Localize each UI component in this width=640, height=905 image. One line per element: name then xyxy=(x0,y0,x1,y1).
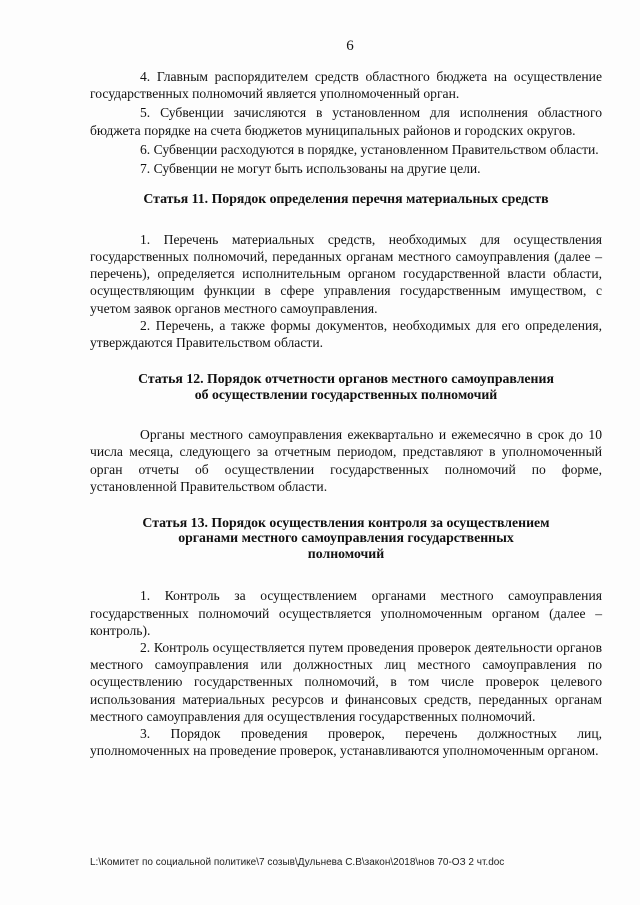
page-number: 6 xyxy=(346,38,354,54)
paragraph-7: 7. Субвенции не могут быть использованы на другие цели. xyxy=(140,161,481,177)
article-11-paragraph-2: 2. Перечень, а также формы документов, необходимых для его определения, утверждаются Правительством области. xyxy=(90,317,602,350)
article-11-heading: Статья 11. Порядок определения перечня материальных средств xyxy=(143,191,549,207)
paragraph-6: 6. Субвенции расходуются в порядке, установленном Правительством области. xyxy=(140,141,599,157)
article-13-paragraph-2: 2. Контроль осуществляется путем проведения проверок деятельности органов местного самоуправления или должностных лиц местного самоуправления по осуществлению государственных полномочий, в том числе проверок целевого использования материальных ресурсов и финансовых средств, переданных органам местного самоуправления для осуществления государственных полномочий. xyxy=(90,640,602,724)
paragraph-5: 5. Субвенции зачисляются в установленном для исполнения областного бюджета порядке на счета бюджетов муниципальных районов и городских округов. xyxy=(90,105,602,138)
file-path-footer: L:\Комитет по социальной политике\7 созыв\Дульнева С.В\закон\2018\нов 70-ОЗ 2 чт.doc xyxy=(90,857,505,868)
article-12-heading-line-1: Статья 12. Порядок отчетности органов местного самоуправления xyxy=(138,371,554,387)
article-11-paragraph-1: 1. Перечень материальных средств, необходимых для осуществления государственных полномочий, переданных органам местного самоуправления (далее – перечень), определяется исполнительным органом государственной власти области, осуществляющим функции в сфере управления государственным имуществом, с учетом заявок органов местного самоуправления. xyxy=(90,231,602,316)
article-13-heading-line-3: полномочий xyxy=(307,545,385,561)
article-13-paragraph-1: 1. Контроль за осуществлением органами местного самоуправления государственных полномочий осуществляется уполномоченным органом (далее – контроль). xyxy=(90,588,602,638)
article-12-heading xyxy=(90,371,602,402)
article-13-heading xyxy=(90,515,602,562)
article-12-heading-line-2: об осуществлении государственных полномочий xyxy=(194,386,498,402)
article-13-heading-line-1: Статья 13. Порядок осуществления контроля за осуществлением xyxy=(142,514,550,530)
document-body xyxy=(90,68,602,759)
article-13-heading-line-2: органами местного самоуправления государственных xyxy=(178,530,514,546)
paragraph-4: 4. Главным распорядителем средств областного бюджета на осуществление государственных полномочий является уполномоченный орган. xyxy=(90,69,602,102)
article-12-paragraph-1: Органы местного самоуправления ежеквартально и ежемесячно в срок до 10 числа месяца, следующего за отчетным периодом, представляют в уполномоченный орган отчеты об осуществлении государственных полномочий по форме, установленной Правительством области. xyxy=(90,427,602,494)
article-13-paragraph-3: 3. Порядок проведения проверок, перечень должностных лиц, уполномоченных на проведение проверок, устанавливаются уполномоченным органом. xyxy=(90,726,602,759)
